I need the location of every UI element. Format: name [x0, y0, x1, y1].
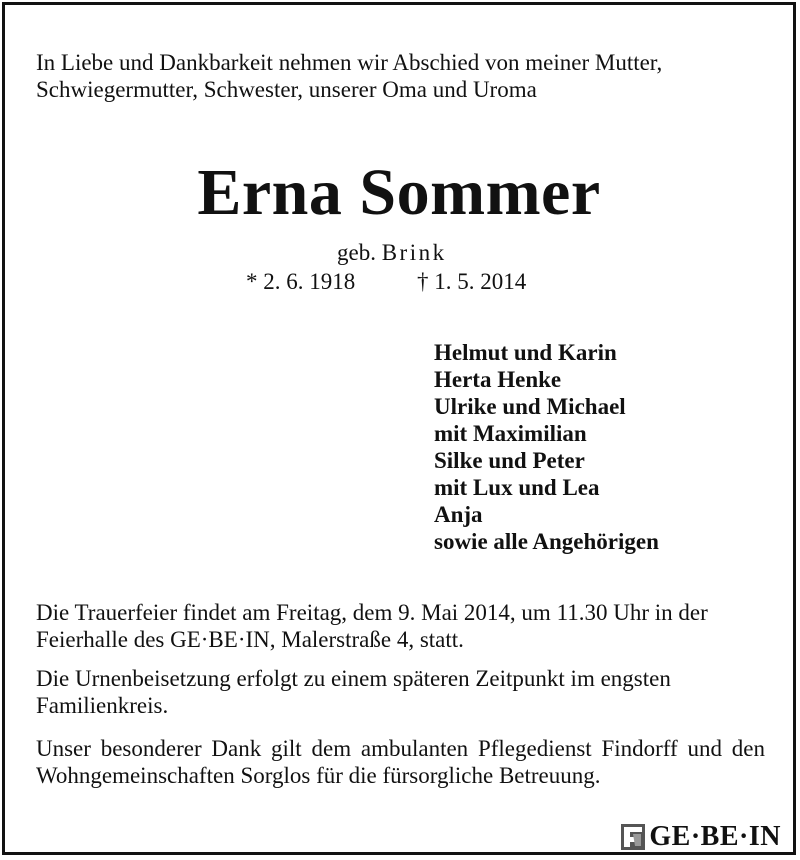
- mourner-item: Herta Henke: [434, 367, 562, 392]
- obituary-notice: [2, 2, 796, 855]
- intro-text: In Liebe und Dankbarkeit nehmen wir Abschied von meiner Mutter, Schwiegermutter, Schwester, unserer Oma und Uroma: [36, 50, 663, 102]
- death-date: † 1. 5. 2014: [417, 269, 527, 294]
- mourner-item: mit Lux und Lea: [434, 475, 600, 500]
- birth-date: * 2. 6. 1918: [246, 269, 356, 294]
- burial-info: Die Urnenbeisetzung erfolgt zu einem späteren Zeitpunkt im engsten Familienkreis.: [36, 666, 671, 718]
- gebein-logo-icon: [621, 824, 645, 850]
- deceased-name: Erna Sommer: [197, 156, 601, 229]
- thanks-text: Unser besonderer Dank gilt dem ambulanten Pflegedienst Findorff und den Wohngemeinschaften Sorglos für die fürsorgliche Betreuung.: [36, 736, 765, 788]
- mourners-list: [434, 339, 659, 555]
- funeral-home-logo: [617, 822, 785, 852]
- mourner-item: sowie alle Angehörigen: [434, 529, 659, 554]
- maiden-name-line: [337, 240, 447, 266]
- mourner-item: Ulrike und Michael: [434, 394, 626, 419]
- maiden-name: Brink: [381, 240, 447, 265]
- life-dates: [246, 269, 526, 295]
- logo-text: GE·BE·IN: [649, 821, 781, 852]
- mourner-item: Anja: [434, 502, 483, 527]
- funeral-info: Die Trauerfeier findet am Freitag, dem 9. Mai 2014, um 11.30 Uhr in der Feierhalle des GE·BE·IN, Malerstraße 4, statt.: [36, 600, 708, 652]
- mourner-item: Helmut und Karin: [434, 340, 617, 365]
- mourner-item: Silke und Peter: [434, 448, 585, 473]
- mourner-item: mit Maximilian: [434, 421, 587, 446]
- born-label: geb.: [337, 240, 376, 265]
